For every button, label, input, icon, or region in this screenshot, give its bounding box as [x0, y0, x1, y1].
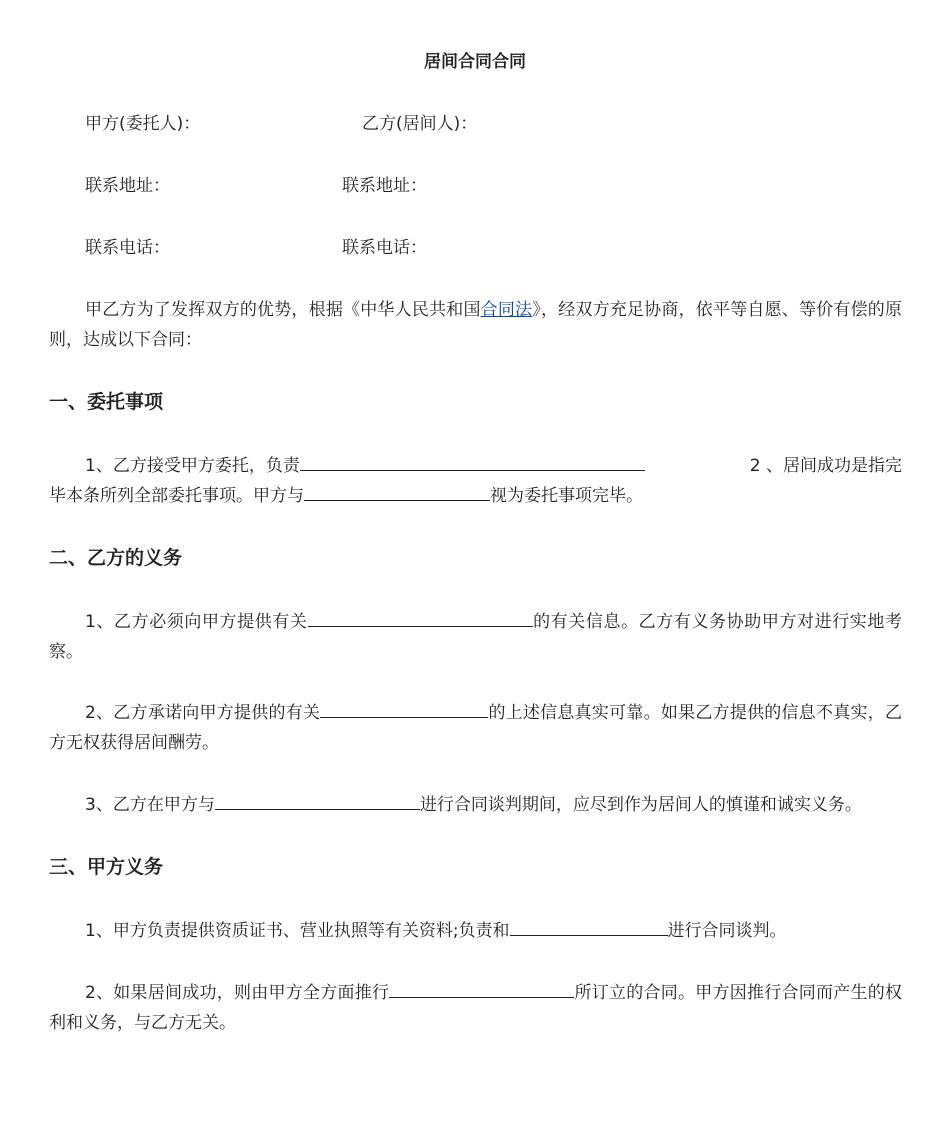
- section3-item1-text-end: 进行合同谈判。: [667, 921, 787, 941]
- section1-item2-text: 毕本条所列全部委托事项。甲方与: [49, 486, 304, 506]
- blank-line: [510, 917, 668, 936]
- section3-item1: [49, 916, 902, 946]
- blank-line: [304, 482, 490, 501]
- section2-item2: [49, 698, 902, 758]
- section2-item1-text-start: 1、乙方必须向甲方提供有关: [85, 612, 308, 632]
- blank-line: [320, 699, 488, 718]
- party-b-address-label: 联系地址：: [342, 176, 427, 196]
- section3-item2: [49, 978, 902, 1038]
- section2-item3: [49, 790, 902, 820]
- section3-item2-text-end: 所订立的合同。甲方因推行合同而产生的权利和义务，与乙方无关。: [49, 983, 902, 1033]
- section1-item2-end: 视为委托事项完毕。: [490, 486, 643, 506]
- document-title: 居间合同合同: [424, 52, 526, 72]
- section-heading-3: 三、甲方义务: [49, 856, 164, 878]
- blank-line: [215, 791, 420, 810]
- section1-item1-text: 1、乙方接受甲方委托，负责: [85, 456, 300, 476]
- section2-item3-text-end: 进行合同谈判期间，应尽到作为居间人的慎谨和诚实义务。: [419, 795, 862, 815]
- blank-line: [300, 452, 645, 471]
- section2-item1: [49, 607, 902, 667]
- section2-item2-text-start: 2、乙方承诺向甲方提供的有关: [85, 703, 321, 723]
- blank-line: [389, 979, 574, 998]
- party-a-label: 甲方(委托人)：: [85, 114, 201, 134]
- section-heading-2: 二、乙方的义务: [49, 547, 183, 569]
- section-heading-1: 一、委托事项: [49, 391, 164, 413]
- party-a-address-label: 联系地址：: [85, 176, 170, 196]
- preamble-text-end: 》，经双方充足协商，依平等自愿、等价有偿的原则，达成以下合同：: [49, 300, 903, 350]
- preamble-text-start: 甲乙方为了发挥双方的优势，根据《中华人民共和国: [85, 300, 481, 320]
- section1-item2-start: 2 、居间成功是指完: [749, 456, 902, 476]
- party-b-phone-label: 联系电话：: [342, 238, 427, 258]
- section3-item2-text-start: 2、如果居间成功，则由甲方全方面推行: [85, 983, 390, 1003]
- section3-item1-text-start: 1、甲方负责提供资质证书、营业执照等有关资料;负责和: [85, 921, 510, 941]
- blank-line: [308, 608, 533, 627]
- party-a-phone-label: 联系电话：: [85, 238, 170, 258]
- party-b-label: 乙方(居间人)：: [362, 114, 478, 134]
- section2-item2-text-end: 的上述信息真实可靠。如果乙方提供的信息不真实，乙方无权获得居间酬劳。: [49, 703, 902, 753]
- section2-item1-text-end: 的有关信息。乙方有义务协助甲方对进行实地考察。: [49, 612, 902, 662]
- section1-paragraph: [49, 451, 902, 511]
- contract-law-link[interactable]: 合同法: [480, 300, 533, 320]
- preamble-paragraph: [49, 295, 902, 355]
- section2-item3-text-start: 3、乙方在甲方与: [85, 795, 215, 815]
